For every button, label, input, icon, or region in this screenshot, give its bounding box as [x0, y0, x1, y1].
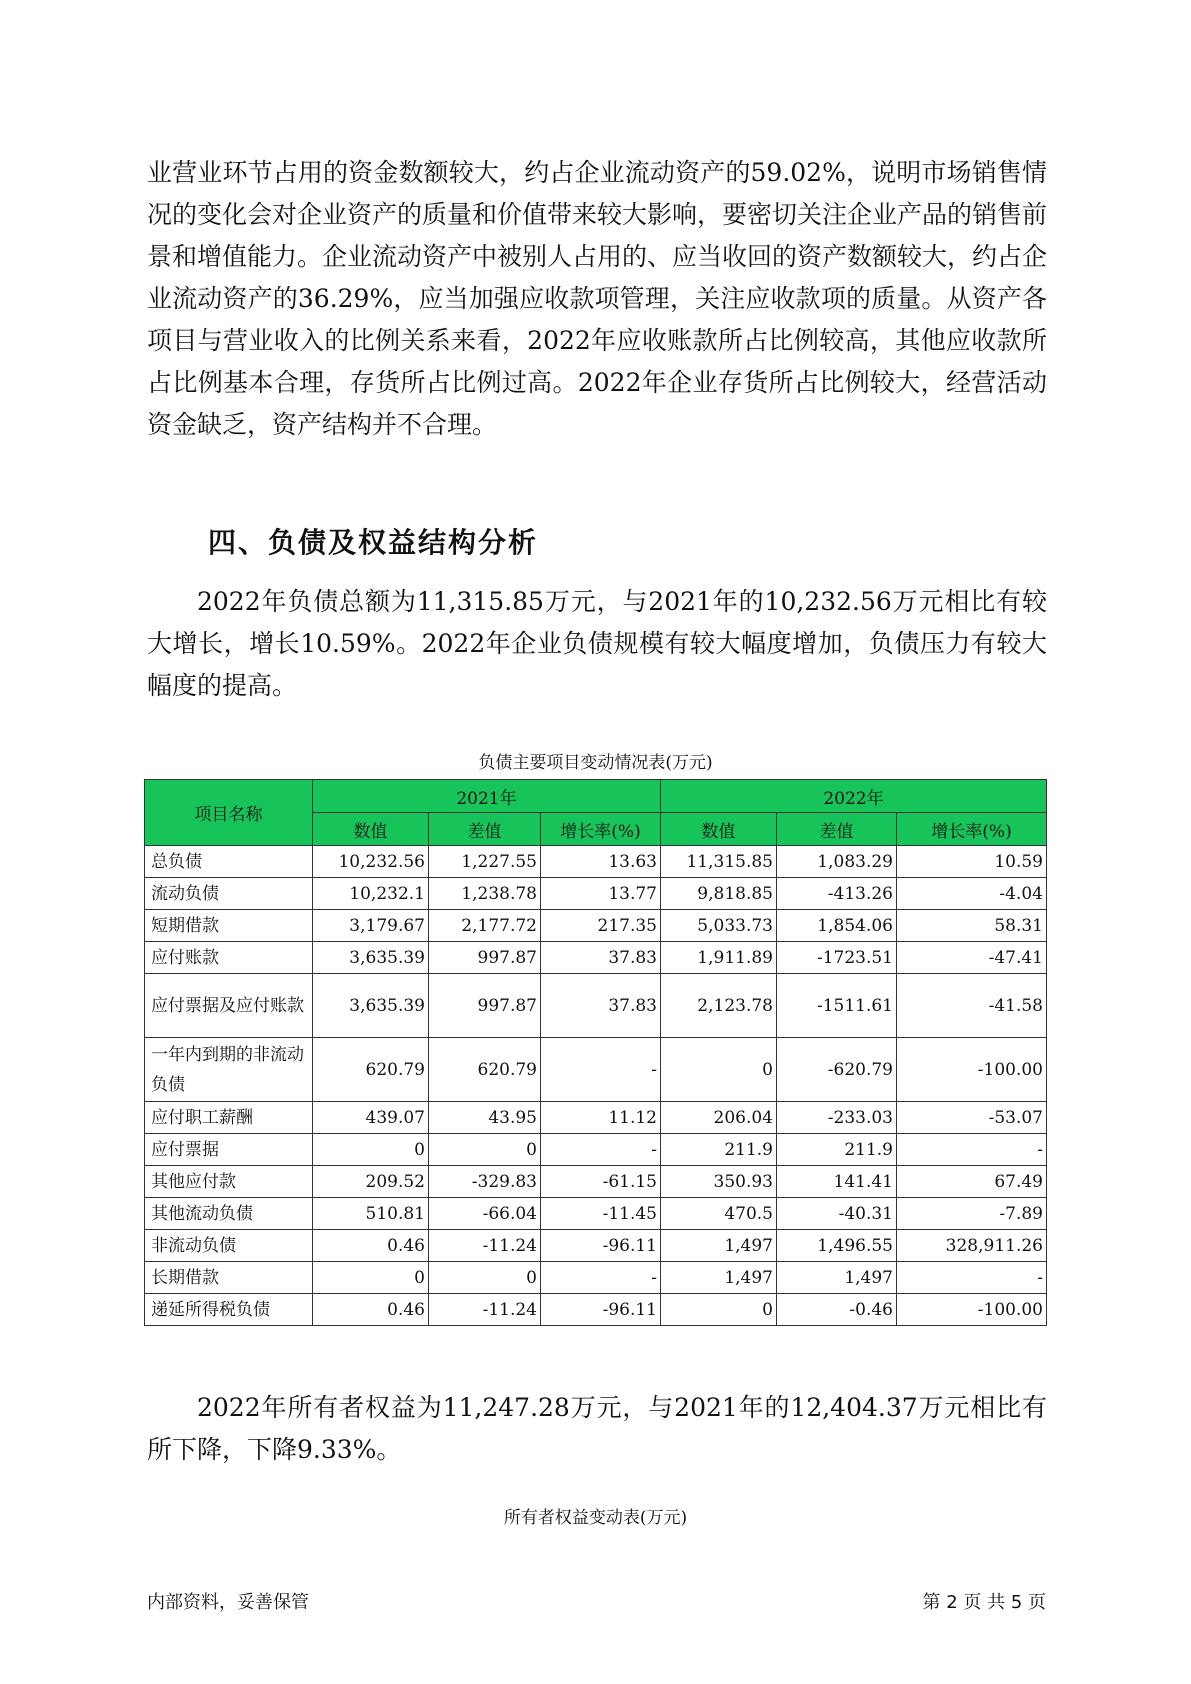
sub-header: 增长率(%) — [897, 813, 1047, 846]
row-value-cell: 470.5 — [661, 1198, 777, 1230]
row-value-cell: -4.04 — [897, 878, 1047, 910]
intro-paragraph: 业营业环节占用的资金数额较大，约占企业流动资产的59.02%，说明市场销售情况的变化会对企业资产的质量和价值带来较大影响，要密切关注企业产品的销售前景和增值能力。企业流动资产中被别人占用的、应当收回的资产数额较大，约占企业流动资产的36.29%，应当加强应收款项管理，关注应收款项的质量。从资产各项目与营业收入的比例关系来看，2022年应收账款所占比例较高，其他应收款所占比例基本合理，存货所占比例过高。2022年企业存货所占比例较大，经营活动资金缺乏，资产结构并不合理。 — [147, 158, 1048, 439]
sub-header: 增长率(%) — [541, 813, 661, 846]
table-row — [145, 1294, 1047, 1326]
table-row — [145, 1166, 1047, 1198]
row-item-name: 应付票据及应付账款 — [145, 974, 313, 1038]
row-value-cell: 439.07 — [313, 1102, 429, 1134]
table-row — [145, 846, 1047, 878]
row-value-cell: 1,497 — [661, 1262, 777, 1294]
row-value-cell: 328,911.26 — [897, 1230, 1047, 1262]
table-row — [145, 1230, 1047, 1262]
row-value-cell: - — [541, 1038, 661, 1102]
row-value-cell: -96.11 — [541, 1230, 661, 1262]
row-value-cell: -0.46 — [777, 1294, 897, 1326]
sub-header: 数值 — [661, 813, 777, 846]
row-value-cell: 620.79 — [313, 1038, 429, 1102]
liability-table-caption: 负债主要项目变动情况表(万元) — [478, 753, 713, 773]
row-value-cell: 2,177.72 — [429, 910, 541, 942]
row-item-name: 递延所得税负债 — [145, 1294, 313, 1326]
row-value-cell: -96.11 — [541, 1294, 661, 1326]
sub-header: 数值 — [313, 813, 429, 846]
row-value-cell: - — [897, 1262, 1047, 1294]
table-row — [145, 1038, 1047, 1102]
equity-paragraph: 2022年所有者权益为11,247.28万元，与2021年的12,404.37万元相比有所下降，下降9.33%。 — [147, 1393, 1047, 1464]
liability-paragraph: 2022年负债总额为11,315.85万元，与2021年的10,232.56万元相比有较大增长，增长10.59%。2022年企业负债规模有较大幅度增加，负债压力有较大幅度的提高。 — [147, 587, 1047, 700]
row-value-cell: 0 — [661, 1038, 777, 1102]
row-value-cell: 0 — [429, 1262, 541, 1294]
row-value-cell: 211.9 — [777, 1134, 897, 1166]
row-value-cell: -233.03 — [777, 1102, 897, 1134]
table-row — [145, 1102, 1047, 1134]
row-value-cell: 217.35 — [541, 910, 661, 942]
row-value-cell: -11.24 — [429, 1230, 541, 1262]
row-item-name: 应付职工薪酬 — [145, 1102, 313, 1134]
row-value-cell: 37.83 — [541, 974, 661, 1038]
sub-header: 差值 — [777, 813, 897, 846]
row-value-cell: 350.93 — [661, 1166, 777, 1198]
section-heading: 四、负债及权益结构分析 — [208, 526, 539, 559]
row-value-cell: 58.31 — [897, 910, 1047, 942]
row-item-name: 短期借款 — [145, 910, 313, 942]
row-value-cell: 1,497 — [777, 1262, 897, 1294]
table-row — [145, 878, 1047, 910]
row-value-cell: 10.59 — [897, 846, 1047, 878]
row-value-cell: 1,854.06 — [777, 910, 897, 942]
row-value-cell: 43.95 — [429, 1102, 541, 1134]
liability-table — [144, 779, 1047, 1326]
row-item-name: 长期借款 — [145, 1262, 313, 1294]
row-value-cell: -40.31 — [777, 1198, 897, 1230]
table-row — [145, 1198, 1047, 1230]
row-value-cell: 13.63 — [541, 846, 661, 878]
row-value-cell: 0.46 — [313, 1294, 429, 1326]
row-value-cell: 1,227.55 — [429, 846, 541, 878]
row-item-name: 其他流动负债 — [145, 1198, 313, 1230]
row-value-cell: 0 — [429, 1134, 541, 1166]
row-value-cell: 141.41 — [777, 1166, 897, 1198]
table-row — [145, 974, 1047, 1038]
row-value-cell: 510.81 — [313, 1198, 429, 1230]
row-value-cell: -329.83 — [429, 1166, 541, 1198]
row-value-cell: 67.49 — [897, 1166, 1047, 1198]
row-value-cell: -47.41 — [897, 942, 1047, 974]
row-value-cell: 1,911.89 — [661, 942, 777, 974]
row-value-cell: 5,033.73 — [661, 910, 777, 942]
table-row — [145, 942, 1047, 974]
row-value-cell: 3,635.39 — [313, 942, 429, 974]
row-item-name: 其他应付款 — [145, 1166, 313, 1198]
row-value-cell: 3,635.39 — [313, 974, 429, 1038]
equity-table-caption: 所有者权益变动表(万元) — [503, 1508, 688, 1528]
row-value-cell: -53.07 — [897, 1102, 1047, 1134]
row-value-cell: 13.77 — [541, 878, 661, 910]
row-value-cell: 0 — [661, 1294, 777, 1326]
row-value-cell: - — [541, 1262, 661, 1294]
row-value-cell: 211.9 — [661, 1134, 777, 1166]
row-value-cell: 10,232.1 — [313, 878, 429, 910]
row-value-cell: -11.45 — [541, 1198, 661, 1230]
row-value-cell: 206.04 — [661, 1102, 777, 1134]
row-value-cell: -620.79 — [777, 1038, 897, 1102]
row-value-cell: - — [897, 1134, 1047, 1166]
year-header-2021: 2021年 — [313, 780, 661, 813]
row-value-cell: 1,238.78 — [429, 878, 541, 910]
row-value-cell: -100.00 — [897, 1038, 1047, 1102]
row-value-cell: -7.89 — [897, 1198, 1047, 1230]
row-value-cell: 0 — [313, 1134, 429, 1166]
row-value-cell: -1723.51 — [777, 942, 897, 974]
row-value-cell: 1,496.55 — [777, 1230, 897, 1262]
row-value-cell: 3,179.67 — [313, 910, 429, 942]
row-value-cell: 10,232.56 — [313, 846, 429, 878]
row-value-cell: 997.87 — [429, 942, 541, 974]
row-item-name: 应付账款 — [145, 942, 313, 974]
table-row — [145, 910, 1047, 942]
row-value-cell: 0 — [313, 1262, 429, 1294]
row-value-cell: 0.46 — [313, 1230, 429, 1262]
row-item-name: 一年内到期的非流动负债 — [145, 1038, 313, 1102]
row-value-cell: 2,123.78 — [661, 974, 777, 1038]
table-row — [145, 1134, 1047, 1166]
row-item-name: 非流动负债 — [145, 1230, 313, 1262]
liability-table-body — [145, 846, 1047, 1326]
row-value-cell: -41.58 — [897, 974, 1047, 1038]
row-item-name: 流动负债 — [145, 878, 313, 910]
row-item-name: 应付票据 — [145, 1134, 313, 1166]
row-value-cell: 11,315.85 — [661, 846, 777, 878]
row-value-cell: -61.15 — [541, 1166, 661, 1198]
row-value-cell: 620.79 — [429, 1038, 541, 1102]
footer-confidential: 内部资料，妥善保管 — [147, 1592, 309, 1613]
row-value-cell: - — [541, 1134, 661, 1166]
row-value-cell: 1,497 — [661, 1230, 777, 1262]
row-value-cell: -66.04 — [429, 1198, 541, 1230]
row-value-cell: 209.52 — [313, 1166, 429, 1198]
row-value-cell: 997.87 — [429, 974, 541, 1038]
row-item-name: 总负债 — [145, 846, 313, 878]
row-value-cell: -11.24 — [429, 1294, 541, 1326]
row-value-cell: 9,818.85 — [661, 878, 777, 910]
row-value-cell: -1511.61 — [777, 974, 897, 1038]
row-value-cell: -100.00 — [897, 1294, 1047, 1326]
row-value-cell: -413.26 — [777, 878, 897, 910]
sub-header: 差值 — [429, 813, 541, 846]
row-value-cell: 1,083.29 — [777, 846, 897, 878]
row-value-cell: 37.83 — [541, 942, 661, 974]
page-number: 第 2 页 共 5 页 — [922, 1592, 1046, 1613]
table-row — [145, 1262, 1047, 1294]
item-name-header: 项目名称 — [145, 780, 313, 846]
row-value-cell: 11.12 — [541, 1102, 661, 1134]
year-header-2022: 2022年 — [661, 780, 1047, 813]
